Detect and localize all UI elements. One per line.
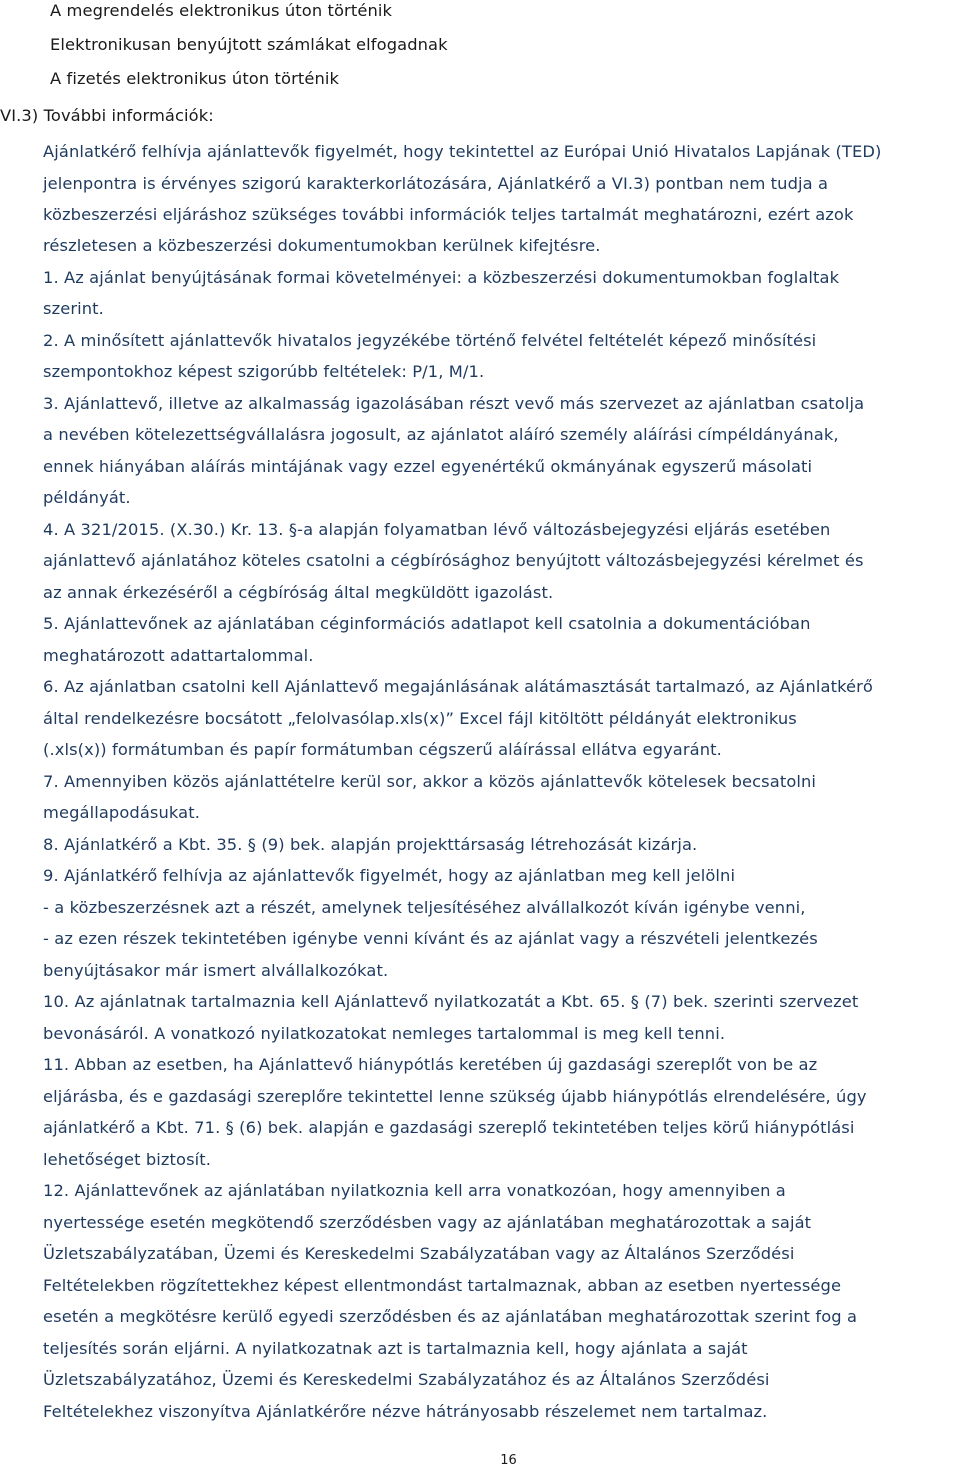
text-line: 3. Ajánlattevő, illetve az alkalmasság igazolásában részt vevő más szervezet az ajánlatban csatolja <box>43 394 865 413</box>
text-line: 10. Az ajánlatnak tartalmaznia kell Ajánlattevő nyilatkozatát a Kbt. 65. § (7) bek. szerinti szervezet <box>43 992 859 1011</box>
text-line: benyújtásakor már ismert alvállalkozókat. <box>43 961 389 980</box>
text-line: Ajánlatkérő felhívja ajánlattevők figyelmét, hogy tekintettel az Európai Unió Hivatalos Lapjának (TED) <box>43 142 882 161</box>
text-line: 1. Az ajánlat benyújtásának formai követelményei: a közbeszerzési dokumentumokban foglaltak <box>43 268 840 287</box>
text-line: meghatározott adattartalommal. <box>43 646 314 665</box>
text-line: jelenpontra is érvényes szigorú karakterkorlátozására, Ajánlatkérő a VI.3) pontban nem tudja a <box>43 174 829 193</box>
text-line: ajánlattevő ajánlatához köteles csatolni a cégbírósághoz benyújtott változásbejegyzési kérelmet és <box>43 551 864 570</box>
text-line: 8. Ajánlatkérő a Kbt. 35. § (9) bek. alapján projekttársaság létrehozását kizárja. <box>43 835 698 854</box>
text-line: eljárásba, és e gazdasági szereplőre tekintettel lenne szükség újabb hiánypótlás elrendelésére, úgy <box>43 1087 867 1106</box>
section-heading: VI.3) További információk: <box>0 106 214 125</box>
text-line: nyertessége esetén megkötendő szerződésben vagy az ajánlatában meghatározottak a saját <box>43 1213 812 1232</box>
text-line: közbeszerzési eljáráshoz szükséges további információk teljes tartalmát meghatározni, ezért azok <box>43 205 854 224</box>
text-line: bevonásáról. A vonatkozó nyilatkozatokat nemleges tartalommal is meg kell tenni. <box>43 1024 726 1043</box>
text-line: 9. Ajánlatkérő felhívja az ajánlattevők figyelmét, hogy az ajánlatban meg kell jelölni <box>43 866 736 885</box>
text-line: 12. Ajánlattevőnek az ajánlatában nyilatkoznia kell arra vonatkozóan, hogy amennyiben a <box>43 1181 786 1200</box>
text-line: - a közbeszerzésnek azt a részét, amelynek teljesítéséhez alvállalkozót kíván igénybe venni, <box>43 898 806 917</box>
text-line: az annak érkezéséről a cégbíróság által megküldött igazolást. <box>43 583 554 602</box>
text-line: Elektronikusan benyújtott számlákat elfogadnak <box>50 35 448 54</box>
text-line: szempontokhoz képest szigorúbb feltételek: P/1, M/1. <box>43 362 485 381</box>
text-line: ennek hiányában aláírás mintájának vagy ezzel egyenértékű okmányának egyszerű másolati <box>43 457 813 476</box>
text-line: esetén a megkötésre kerülő egyedi szerződésben és az ajánlatában meghatározottak szerint fog a <box>43 1307 858 1326</box>
text-line: teljesítés során eljárni. A nyilatkozatnak azt is tartalmaznia kell, hogy ajánlata a saját <box>43 1339 748 1358</box>
text-line: 2. A minősített ajánlattevők hivatalos jegyzékébe történő felvétel feltételét képező minősítési <box>43 331 817 350</box>
text-line: a nevében kötelezettségvállalásra jogosult, az ajánlatot aláíró személy aláírási címpéldányának, <box>43 425 839 444</box>
text-line: 4. A 321/2015. (X.30.) Kr. 13. §-a alapján folyamatban lévő változásbejegyzési eljárás esetében <box>43 520 831 539</box>
text-line: 11. Abban az esetben, ha Ajánlattevő hiánypótlás keretében új gazdasági szereplőt von be az <box>43 1055 818 1074</box>
text-line: Feltételekben rögzítettekhez képest ellentmondást tartalmaznak, abban az esetben nyertessége <box>43 1276 842 1295</box>
text-line: Üzletszabályzatához, Üzemi és Kereskedelmi Szabályzatához és az Általános Szerződési <box>43 1370 770 1389</box>
text-line: A fizetés elektronikus úton történik <box>50 69 340 88</box>
text-line: által rendelkezésre bocsátott „felolvasólap.xls(x)” Excel fájl kitöltött példányát elektronikus <box>43 709 797 728</box>
text-line: szerint. <box>43 299 104 318</box>
text-line: ajánlatkérő a Kbt. 71. § (6) bek. alapján e gazdasági szereplő tekintetében teljes körű hiánypótlási <box>43 1118 855 1137</box>
text-line: - az ezen részek tekintetében igénybe venni kívánt és az ajánlat vagy a részvételi jelentkezés <box>43 929 818 948</box>
text-line: 7. Amennyiben közös ajánlattételre kerül sor, akkor a közös ajánlattevők kötelesek becsatolni <box>43 772 817 791</box>
text-line: A megrendelés elektronikus úton történik <box>50 1 393 20</box>
text-line: 6. Az ajánlatban csatolni kell Ajánlattevő megajánlásának alátámasztását tartalmazó, az Ajánlatkérő <box>43 677 873 696</box>
text-line: (.xls(x)) formátumban és papír formátumban cégszerű aláírással ellátva egyaránt. <box>43 740 722 759</box>
text-line: Üzletszabályzatában, Üzemi és Kereskedelmi Szabályzatában vagy az Általános Szerződési <box>43 1244 795 1263</box>
text-line: részletesen a közbeszerzési dokumentumokban kerülnek kifejtésre. <box>43 236 601 255</box>
text-line: 5. Ajánlattevőnek az ajánlatában céginformációs adatlapot kell csatolnia a dokumentációban <box>43 614 811 633</box>
text-line: lehetőséget biztosít. <box>43 1150 212 1169</box>
text-line: megállapodásukat. <box>43 803 200 822</box>
page-number: 16 <box>500 1453 517 1468</box>
text-line: példányát. <box>43 488 131 507</box>
text-line: Feltételekhez viszonyítva Ajánlatkérőre nézve hátrányosabb részelemet nem tartalmaz. <box>43 1402 768 1421</box>
